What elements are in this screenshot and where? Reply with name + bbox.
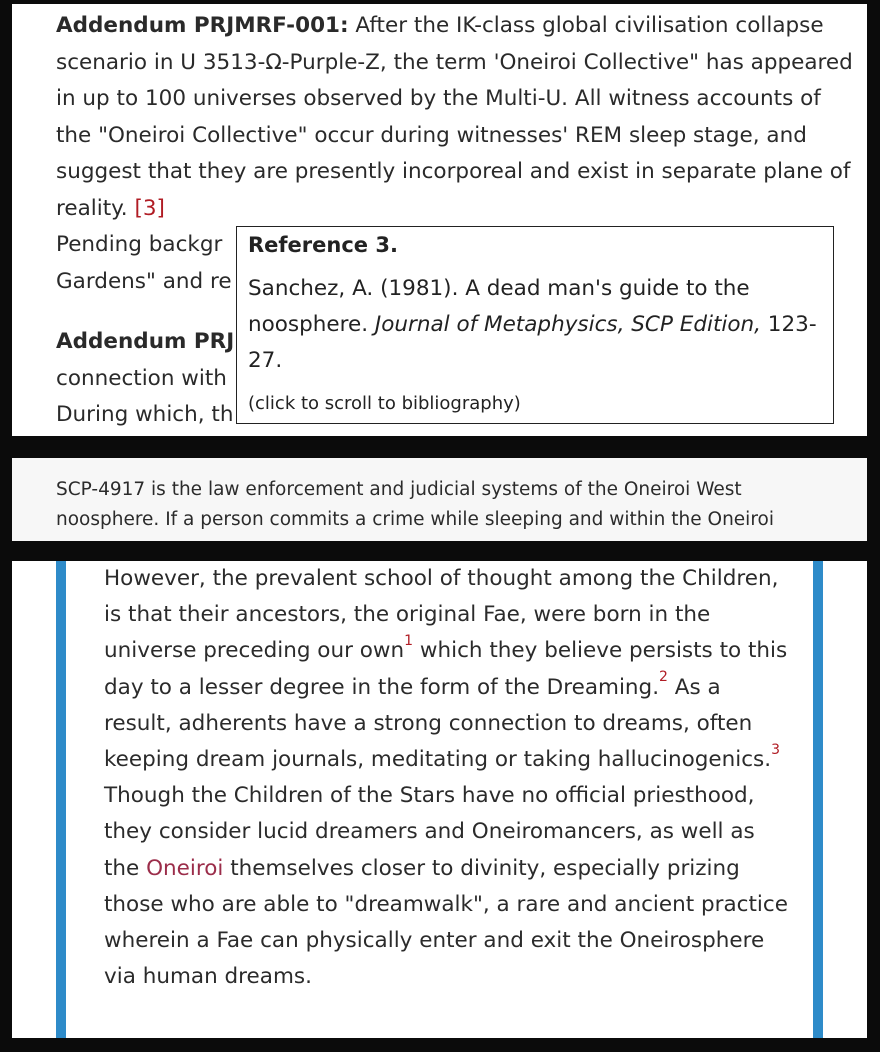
quote-text [104,561,794,995]
reference-tooltip[interactable] [236,226,834,424]
tooltip-citation [248,271,823,379]
oneiroi-link[interactable]: Oneiroi [146,855,224,881]
footnote-3-link[interactable]: 3 [771,741,780,758]
quote-seg-1: However, the prevalent school of thought among the Children, is that their ancestors, the original Fae, were born in the universe preceding our own [104,566,779,664]
pending-line-2: Gardens" and re [56,268,232,294]
citation-journal: Journal of Metaphysics, SCP Edition, [374,312,761,337]
tooltip-title: Reference 3. [248,233,398,257]
addendum-2-line-2: connection with [56,365,227,391]
scp-description-text: SCP-4917 is the law enforcement and judicial systems of the Oneiroi West noosphere. If a person commits a crime while sleeping and within the Oneiroi [56,479,774,530]
quote-panel [12,561,867,1038]
scp-description-panel [12,458,867,541]
footnote-2-link[interactable]: 2 [659,669,668,686]
quote-seg-4: Though the Children of the Stars have no official priesthood, they consider lucid dreamers and Oneiromancers, as well as the [104,783,755,881]
scroll-to-bibliography-link[interactable]: (click to scroll to bibliography) [248,393,521,414]
reference-3-link[interactable]: [3] [134,195,165,221]
quote-seg-5: themselves closer to divinity, especially prizing those who are able to "dreamwalk", a rare and ancient practice wherein a Fae can physically enter and exit the Oneirosphere via human dreams. [104,855,788,990]
footnote-1-link[interactable]: 1 [404,633,414,650]
addendum-panel [12,4,867,436]
addendum-1-title: Addendum PRJMRF-001: [56,13,349,38]
quote-seg-2: which they believe persists to this day to a lesser degree in the form of the Dreaming. [104,638,788,700]
addendum-2-title: Addendum PRJ [56,329,235,354]
quote-bar-left [56,561,66,1038]
pending-line-1: Pending backgr [56,232,223,257]
citation-pages: 123-27. [248,312,817,373]
quote-bar-right [813,561,823,1038]
addendum-2-line-3: During which, th [56,402,234,427]
addendum-1-body: After the IK-class global civilisation collapse scenario in U 3513-Ω-Purple-Z, the term 'Oneiroi Collective" has appeared in up to 100 universes observed by the Multi-U. All witness accounts of the "Oneiroi Collective" occur during witnesses' REM sleep stage, and suggest that they are presently incorporeal and exist in separate plane of reality. [56,13,853,221]
citation-text: Sanchez, A. (1981). A dead man's guide to the noosphere. [248,276,750,337]
quote-seg-3: As a result, adherents have a strong connection to dreams, often keeping dream journals, meditating or taking hallucinogenics. [104,674,772,773]
